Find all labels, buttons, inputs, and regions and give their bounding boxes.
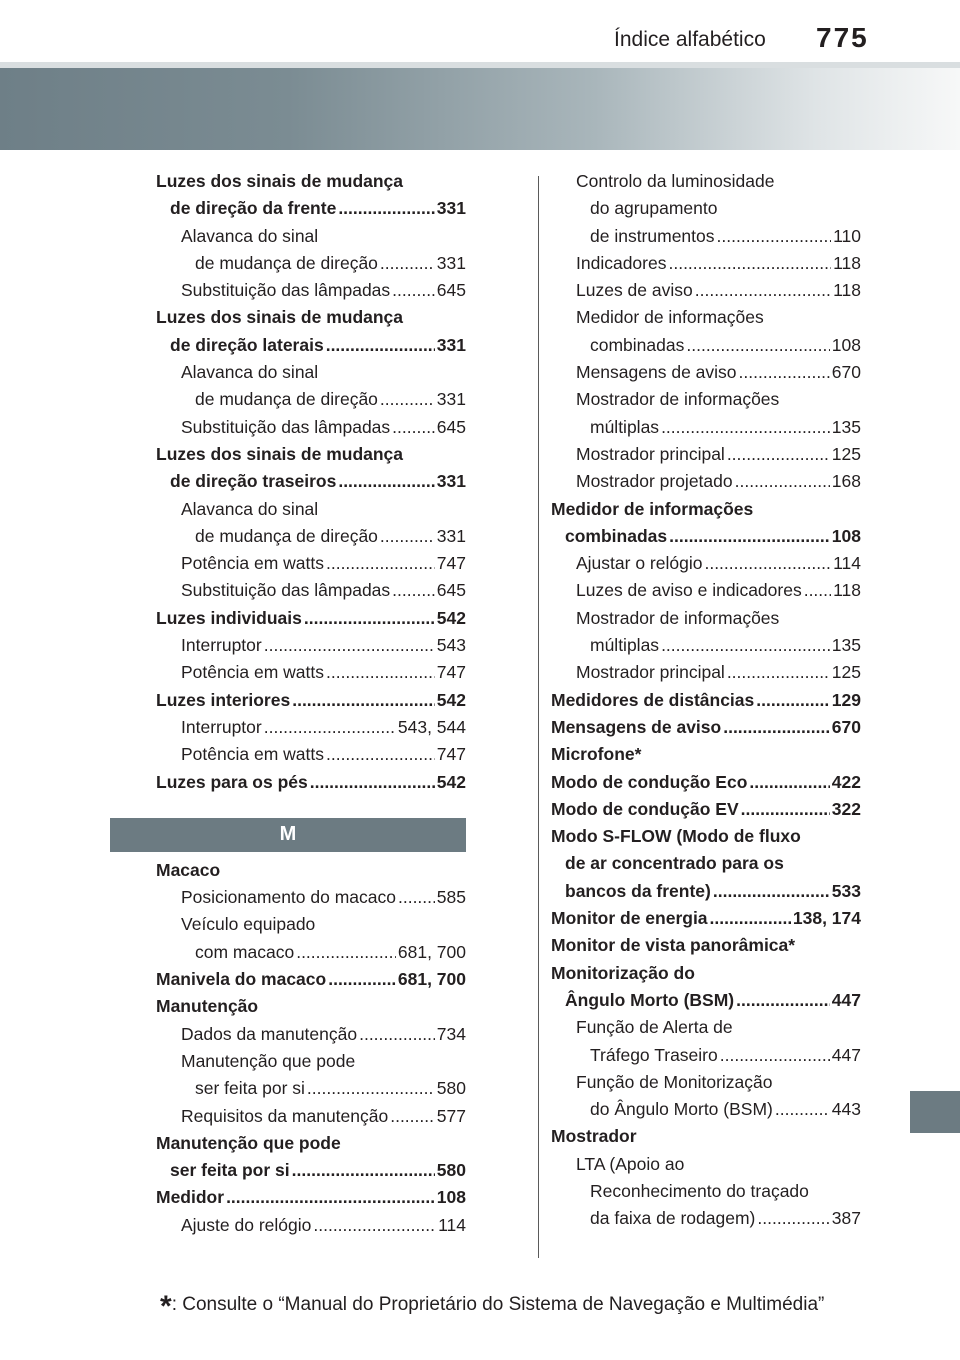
dot-leader	[717, 223, 832, 250]
index-entry-page[interactable]: 577	[436, 1105, 466, 1126]
index-entry-page[interactable]: 542	[436, 607, 466, 628]
index-entry	[156, 884, 466, 911]
dot-leader	[736, 987, 830, 1014]
index-entry-text: combinadas	[590, 334, 685, 355]
index-entry-text: Ajustar o relógio	[576, 553, 703, 574]
dot-leader	[338, 468, 434, 495]
index-entry	[156, 1021, 466, 1048]
index-entry-text: ser feita por si	[195, 1078, 305, 1099]
dot-leader	[398, 884, 435, 911]
index-entry	[156, 277, 466, 304]
index-entry-text: Dados da manutenção	[181, 1023, 358, 1044]
dot-leader	[359, 1021, 435, 1048]
index-entry-text: Luzes individuais	[156, 607, 302, 628]
index-entry-text: de direção laterais	[170, 334, 324, 355]
index-entry-text: Medidores de distâncias	[551, 689, 755, 710]
index-entry	[156, 1048, 466, 1075]
dot-leader	[326, 741, 435, 768]
index-entry-text: Medidor de informações	[551, 498, 754, 519]
index-entry-text: ser feita por si	[170, 1160, 290, 1181]
index-entry	[156, 966, 466, 993]
index-entry-text: Mensagens de aviso	[576, 362, 737, 383]
dot-leader	[326, 550, 435, 577]
index-entry	[156, 304, 466, 331]
index-entry	[551, 987, 861, 1014]
index-entry	[551, 632, 861, 659]
dot-leader	[727, 659, 830, 686]
index-entry	[156, 250, 466, 277]
index-entry	[551, 659, 861, 686]
dot-leader	[720, 1042, 830, 1069]
index-entry	[156, 168, 466, 195]
index-entry-text: múltiplas	[590, 635, 660, 656]
index-entry-text: Substituição das lâmpadas	[181, 280, 391, 301]
index-entry	[551, 687, 861, 714]
dot-leader	[226, 1184, 435, 1211]
dot-leader	[668, 250, 831, 277]
dot-leader	[661, 414, 830, 441]
dot-leader	[710, 905, 791, 932]
index-entry-page[interactable]: 447	[831, 989, 861, 1010]
index-entry	[156, 223, 466, 250]
index-entry	[551, 796, 861, 823]
dot-leader	[264, 714, 396, 741]
index-entry	[551, 1042, 861, 1069]
dot-leader	[310, 769, 435, 796]
index-entry-text: Luzes de aviso	[576, 280, 693, 301]
index-entry-page[interactable]: 331	[436, 334, 466, 355]
index-entry-page[interactable]: 331	[436, 198, 466, 219]
index-entry	[156, 1212, 466, 1239]
index-entry-text: Tráfego Traseiro	[590, 1044, 718, 1065]
dot-leader	[307, 1075, 435, 1102]
index-entry-text: Posicionamento do macaco	[181, 887, 396, 908]
dot-leader	[713, 878, 830, 905]
index-entry-text: Luzes para os pés	[156, 771, 308, 792]
index-entry	[551, 1151, 861, 1178]
index-entry-page[interactable]: 747	[436, 662, 466, 683]
index-entry-page[interactable]: 108	[436, 1187, 466, 1208]
index-entry	[156, 359, 466, 386]
index-entry-page[interactable]: 645	[436, 416, 466, 437]
section-letter: M	[279, 823, 297, 846]
index-entry-page[interactable]: 670	[831, 716, 861, 737]
dot-leader	[735, 468, 830, 495]
index-entry-text: Luzes dos sinais de mudança	[156, 171, 404, 191]
index-entry-page[interactable]: 681, 700	[397, 941, 466, 962]
index-entry-page[interactable]: 125	[831, 662, 861, 683]
index-entry-page[interactable]: 542	[436, 771, 466, 792]
index-entry-page[interactable]: 422	[831, 771, 861, 792]
index-entry	[551, 195, 861, 222]
index-entry-text: Monitor de energia	[551, 908, 708, 929]
index-entry	[551, 823, 861, 850]
index-entry-text: de instrumentos	[590, 225, 715, 246]
header-title: Índice alfabético	[614, 28, 766, 51]
index-entry-text: Controlo da luminosidade	[576, 171, 775, 191]
dot-leader	[313, 1212, 436, 1239]
index-entry	[156, 769, 466, 796]
index-entry-text: de mudança de direção	[195, 389, 378, 410]
dot-leader	[326, 332, 435, 359]
index-entry-text: Potência em watts	[181, 553, 324, 574]
dot-leader	[661, 632, 830, 659]
index-entry-text: Mostrador de informações	[576, 607, 780, 628]
index-entry-page[interactable]: 135	[831, 635, 861, 656]
dot-leader	[723, 714, 830, 741]
dot-leader	[264, 632, 435, 659]
index-entry	[551, 741, 861, 768]
index-entry-page[interactable]: 585	[436, 887, 466, 908]
index-entry-page[interactable]: 118	[833, 252, 861, 273]
index-entry	[156, 939, 466, 966]
index-entry-page[interactable]: 387	[831, 1208, 861, 1229]
footnote-marker: *	[160, 1290, 172, 1323]
dot-leader	[392, 577, 435, 604]
index-entry-page[interactable]: 114	[438, 1214, 466, 1235]
dot-leader	[392, 414, 435, 441]
index-entry-text: de direção da frente	[170, 198, 337, 219]
index-entry	[156, 523, 466, 550]
index-entry-page[interactable]: 108	[831, 525, 861, 546]
index-entry-page[interactable]: 331	[436, 389, 466, 410]
index-entry-text: Manutenção que pode	[181, 1050, 356, 1071]
index-entry-page[interactable]: 747	[436, 744, 466, 765]
index-entry-page[interactable]: 747	[436, 553, 466, 574]
index-entry	[551, 332, 861, 359]
index-entry-text: Monitor de vista panorâmica*	[551, 935, 796, 956]
index-entry-text: Mostrador projetado	[576, 471, 733, 492]
index-entry	[551, 769, 861, 796]
footnote	[160, 1290, 824, 1324]
index-entry-text: Modo S-FLOW (Modo de fluxo	[551, 826, 801, 847]
index-entry	[156, 1130, 466, 1157]
index-entry-text: Luzes interiores	[156, 689, 291, 710]
index-entry-text: Mostrador principal	[576, 662, 725, 683]
index-column-right	[551, 168, 861, 1233]
index-entry-page[interactable]: 331	[436, 471, 466, 492]
index-entry-text: Alavanca do sinal	[181, 362, 319, 383]
index-entry-text: Alavanca do sinal	[181, 225, 319, 246]
index-entry	[551, 359, 861, 386]
dot-leader	[304, 605, 435, 632]
index-entry-text: da faixa de rodagem)	[590, 1208, 756, 1229]
section-header-m	[110, 818, 466, 852]
index-entry-text: do Ângulo Morto (BSM)	[590, 1099, 773, 1120]
index-entry	[551, 386, 861, 413]
dot-leader	[380, 386, 435, 413]
dot-leader	[392, 277, 435, 304]
index-entry-page[interactable]: 138, 174	[792, 908, 861, 929]
index-entry	[551, 878, 861, 905]
index-entry	[156, 993, 466, 1020]
index-entry-text: Indicadores	[576, 252, 667, 273]
dot-leader	[704, 550, 831, 577]
dot-leader	[326, 659, 435, 686]
index-entry	[156, 1157, 466, 1184]
index-entry	[551, 277, 861, 304]
index-entry	[551, 1205, 861, 1232]
index-entry-page[interactable]: 114	[833, 553, 861, 574]
index-entry	[156, 741, 466, 768]
index-entry-text: Modo de condução EV	[551, 798, 739, 819]
chapter-tab[interactable]	[910, 1091, 960, 1133]
index-entry-text: Potência em watts	[181, 744, 324, 765]
index-entry-page[interactable]: 331	[436, 252, 466, 273]
dot-leader	[775, 1096, 830, 1123]
index-entry-text: Função de Monitorização	[576, 1071, 773, 1092]
index-entry	[551, 577, 861, 604]
index-entry-page[interactable]: 168	[831, 471, 861, 492]
index-entry	[156, 414, 466, 441]
index-entry	[156, 911, 466, 938]
index-entry	[156, 441, 466, 468]
index-entry	[551, 1014, 861, 1041]
dot-leader	[727, 441, 830, 468]
index-entry-text: de ar concentrado para os	[565, 853, 784, 874]
dot-leader	[292, 687, 435, 714]
index-entry-text: Interruptor	[181, 635, 262, 656]
index-entry	[551, 441, 861, 468]
dot-leader	[739, 359, 830, 386]
index-entry-text: Requisitos da manutenção	[181, 1105, 389, 1126]
index-column-left	[156, 168, 466, 1239]
index-entry	[156, 550, 466, 577]
index-entry-text: Mostrador	[551, 1126, 637, 1147]
index-entry-text: de mudança de direção	[195, 525, 378, 546]
index-entry-page[interactable]: 331	[436, 525, 466, 546]
index-entry-page[interactable]: 125	[831, 443, 861, 464]
dot-leader	[695, 277, 831, 304]
index-entry-page[interactable]: 322	[831, 798, 861, 819]
index-entry-text: Manutenção	[156, 996, 259, 1017]
index-entry-text: Reconhecimento do traçado	[590, 1180, 809, 1201]
index-entry-text: LTA (Apoio ao	[576, 1153, 685, 1174]
dot-leader	[296, 939, 396, 966]
index-entry	[551, 468, 861, 495]
index-entry	[156, 714, 466, 741]
index-entry	[156, 195, 466, 222]
index-entry-text: Mostrador de informações	[576, 389, 780, 410]
index-entry-text: Macaco	[156, 859, 221, 880]
index-entry-text: Potência em watts	[181, 662, 324, 683]
index-entry	[156, 468, 466, 495]
index-entry	[551, 550, 861, 577]
index-entry-text: Medidor de informações	[576, 307, 764, 328]
index-entry	[156, 632, 466, 659]
dot-leader	[757, 1205, 829, 1232]
index-entry-text: Manutenção que pode	[156, 1132, 341, 1153]
index-entry-text: Substituição das lâmpadas	[181, 580, 391, 601]
index-entry	[551, 1096, 861, 1123]
index-entry-text: Modo de condução Eco	[551, 771, 748, 792]
index-entry	[551, 523, 861, 550]
index-entry-text: Luzes dos sinais de mudança	[156, 443, 404, 464]
index-entry-page[interactable]: 129	[831, 689, 861, 710]
dot-leader	[756, 687, 830, 714]
index-entry	[156, 857, 466, 884]
index-entry-text: Mostrador principal	[576, 443, 725, 464]
index-entry-page[interactable]: 118	[833, 280, 861, 301]
index-entry-page[interactable]: 734	[436, 1023, 466, 1044]
index-entry	[156, 332, 466, 359]
dot-leader	[669, 523, 830, 550]
index-entry-text: Medidor	[156, 1187, 225, 1208]
index-entry-text: do agrupamento	[590, 198, 718, 219]
index-entry-page[interactable]: 108	[831, 334, 861, 355]
index-entry-text: Luzes de aviso e indicadores	[576, 580, 802, 601]
index-entry	[551, 304, 861, 331]
index-entry-text: bancos da frente)	[565, 880, 711, 901]
index-entry	[551, 414, 861, 441]
index-entry	[156, 687, 466, 714]
index-entry	[551, 250, 861, 277]
index-entry-page[interactable]: 645	[436, 580, 466, 601]
index-entries-m-group	[156, 857, 466, 1239]
index-entry-text: Alavanca do sinal	[181, 498, 319, 519]
index-entry-text: Ajuste do relógio	[181, 1214, 312, 1235]
index-entry-text: combinadas	[565, 525, 668, 546]
index-entry-page[interactable]: 135	[831, 416, 861, 437]
index-entries-right-group	[551, 168, 861, 1233]
index-entry-text: Veículo equipado	[181, 914, 316, 935]
index-entry-page[interactable]: 443	[831, 1099, 861, 1120]
page-number: 775	[816, 22, 869, 53]
index-entry-text: Luzes dos sinais de mudança	[156, 307, 404, 328]
index-entry-text: de direção traseiros	[170, 471, 337, 492]
index-entry	[156, 605, 466, 632]
index-entry-page[interactable]: 543	[436, 635, 466, 656]
index-entry	[156, 386, 466, 413]
index-entry-text: com macaco	[195, 941, 295, 962]
index-entries-l-group	[156, 168, 466, 796]
index-entry	[551, 932, 861, 959]
index-entry	[551, 1069, 861, 1096]
dot-leader	[380, 523, 435, 550]
index-entry-text: Ângulo Morto (BSM)	[565, 989, 735, 1010]
dot-leader	[390, 1103, 435, 1130]
index-entry	[551, 1178, 861, 1205]
index-entry	[551, 168, 861, 195]
index-entry-text: de mudança de direção	[195, 252, 378, 273]
index-entry-page[interactable]: 110	[833, 225, 861, 246]
index-entry	[551, 605, 861, 632]
index-entry-text: Interruptor	[181, 716, 262, 737]
index-entry	[156, 659, 466, 686]
index-entry	[551, 960, 861, 987]
index-entry-text: Monitorização do	[551, 962, 695, 983]
index-entry-text: Função de Alerta de	[576, 1017, 733, 1038]
index-entry	[551, 223, 861, 250]
index-entry-page[interactable]: 447	[831, 1044, 861, 1065]
column-divider	[538, 176, 539, 1258]
dot-leader	[380, 250, 435, 277]
dot-leader	[804, 577, 831, 604]
index-entry-page[interactable]: 542	[436, 689, 466, 710]
index-entry-page[interactable]: 645	[436, 280, 466, 301]
dot-leader	[749, 769, 829, 796]
index-entry	[551, 496, 861, 523]
index-entry-page[interactable]: 670	[831, 362, 861, 383]
index-entry-page[interactable]: 543, 544	[397, 716, 466, 737]
index-entry-text: Substituição das lâmpadas	[181, 416, 391, 437]
index-entry	[551, 1123, 861, 1150]
index-entry-text: Manivela do macaco	[156, 969, 327, 990]
index-entry-text: Mensagens de aviso	[551, 716, 722, 737]
footnote-text: : Consulte o “Manual do Proprietário do Sistema de Navegação e Multimédia”	[171, 1294, 825, 1315]
dot-leader	[338, 195, 434, 222]
dot-leader	[292, 1157, 435, 1184]
header-banner	[0, 68, 960, 150]
dot-leader	[686, 332, 829, 359]
index-entry	[156, 1103, 466, 1130]
index-entry-text: múltiplas	[590, 416, 660, 437]
index-entry-page[interactable]: 580	[436, 1160, 466, 1181]
index-entry	[156, 496, 466, 523]
index-entry	[156, 1075, 466, 1102]
index-entry	[156, 1184, 466, 1211]
index-entry-page[interactable]: 533	[831, 880, 861, 901]
index-entry	[551, 850, 861, 877]
dot-leader	[328, 966, 396, 993]
index-entry-page[interactable]: 681, 700	[397, 969, 466, 990]
page-header	[0, 0, 960, 62]
index-entry	[551, 714, 861, 741]
index-entry	[551, 905, 861, 932]
index-entry-text: Microfone*	[551, 744, 642, 765]
dot-leader	[741, 796, 830, 823]
index-entry	[156, 577, 466, 604]
index-entry-page[interactable]: 580	[436, 1078, 466, 1099]
index-entry-page[interactable]: 118	[833, 580, 861, 601]
